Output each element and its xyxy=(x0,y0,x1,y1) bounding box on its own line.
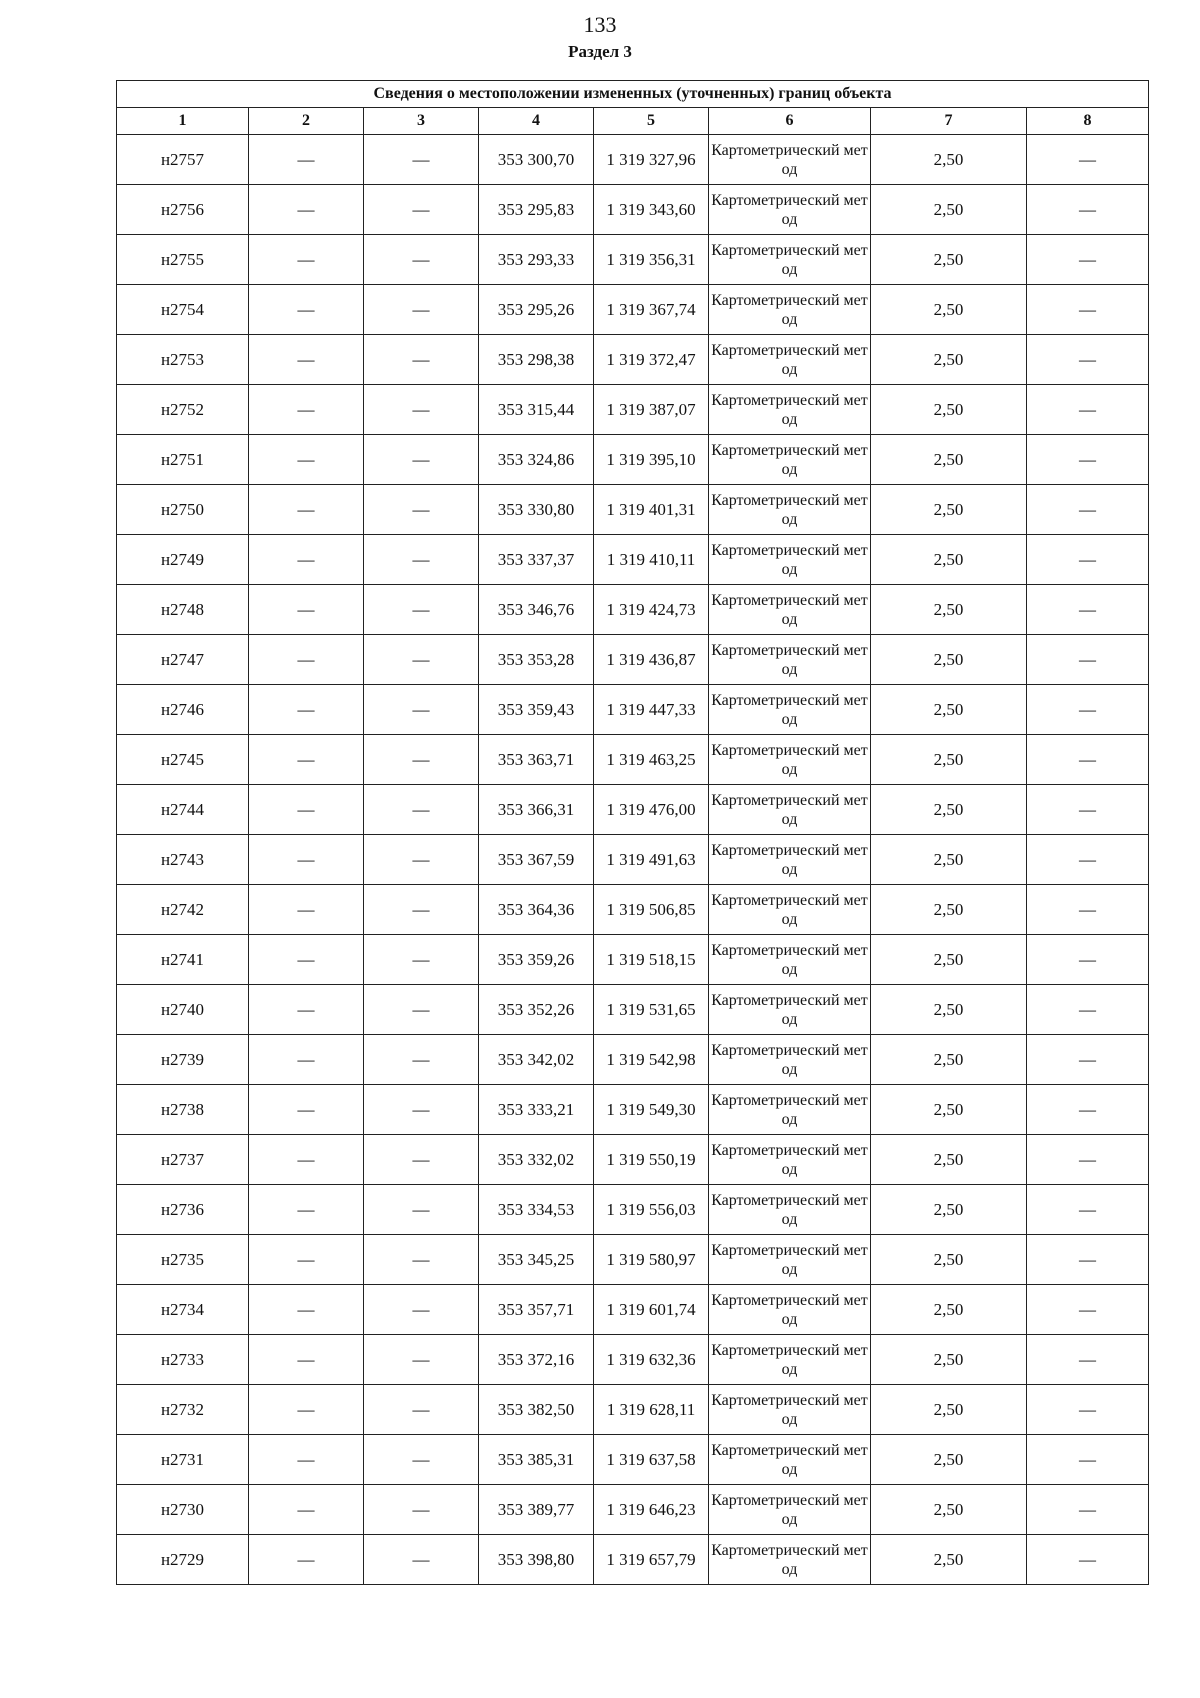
method-cell: Картометрический метод xyxy=(709,185,871,235)
column-2-cell: — xyxy=(249,1335,364,1385)
method-cell: Картометрический метод xyxy=(709,1335,871,1385)
column-2-cell: — xyxy=(249,435,364,485)
y-coordinate-cell: 1 319 518,15 xyxy=(594,935,709,985)
method-cell: Картометрический метод xyxy=(709,1035,871,1085)
column-number: 5 xyxy=(594,108,709,135)
x-coordinate-cell: 353 295,26 xyxy=(479,285,594,335)
x-coordinate-cell: 353 337,37 xyxy=(479,535,594,585)
accuracy-cell: 2,50 xyxy=(871,535,1027,585)
method-cell: Картометрический метод xyxy=(709,935,871,985)
column-8-cell: — xyxy=(1027,1335,1149,1385)
x-coordinate-cell: 353 366,31 xyxy=(479,785,594,835)
accuracy-cell: 2,50 xyxy=(871,735,1027,785)
column-number: 1 xyxy=(117,108,249,135)
point-number-cell: н2743 xyxy=(117,835,249,885)
column-2-cell: — xyxy=(249,335,364,385)
y-coordinate-cell: 1 319 372,47 xyxy=(594,335,709,385)
table-row xyxy=(117,1185,1149,1235)
column-8-cell: — xyxy=(1027,1385,1149,1435)
column-3-cell: — xyxy=(364,835,479,885)
column-2-cell: — xyxy=(249,735,364,785)
accuracy-cell: 2,50 xyxy=(871,985,1027,1035)
y-coordinate-cell: 1 319 531,65 xyxy=(594,985,709,1035)
point-number-cell: н2741 xyxy=(117,935,249,985)
column-3-cell: — xyxy=(364,1435,479,1485)
y-coordinate-cell: 1 319 401,31 xyxy=(594,485,709,535)
table-row xyxy=(117,185,1149,235)
x-coordinate-cell: 353 359,26 xyxy=(479,935,594,985)
point-number-cell: н2742 xyxy=(117,885,249,935)
column-3-cell: — xyxy=(364,1235,479,1285)
y-coordinate-cell: 1 319 447,33 xyxy=(594,685,709,735)
table-row xyxy=(117,1135,1149,1185)
column-number: 8 xyxy=(1027,108,1149,135)
x-coordinate-cell: 353 364,36 xyxy=(479,885,594,935)
y-coordinate-cell: 1 319 628,11 xyxy=(594,1385,709,1435)
column-8-cell: — xyxy=(1027,485,1149,535)
method-cell: Картометрический метод xyxy=(709,535,871,585)
column-3-cell: — xyxy=(364,1385,479,1435)
column-3-cell: — xyxy=(364,1035,479,1085)
x-coordinate-cell: 353 293,33 xyxy=(479,235,594,285)
table-row xyxy=(117,435,1149,485)
column-3-cell: — xyxy=(364,135,479,185)
column-3-cell: — xyxy=(364,785,479,835)
column-3-cell: — xyxy=(364,1135,479,1185)
y-coordinate-cell: 1 319 646,23 xyxy=(594,1485,709,1535)
method-cell: Картометрический метод xyxy=(709,1435,871,1485)
x-coordinate-cell: 353 345,25 xyxy=(479,1235,594,1285)
y-coordinate-cell: 1 319 657,79 xyxy=(594,1535,709,1585)
y-coordinate-cell: 1 319 580,97 xyxy=(594,1235,709,1285)
accuracy-cell: 2,50 xyxy=(871,785,1027,835)
method-cell: Картометрический метод xyxy=(709,235,871,285)
column-3-cell: — xyxy=(364,885,479,935)
accuracy-cell: 2,50 xyxy=(871,1485,1027,1535)
point-number-cell: н2747 xyxy=(117,635,249,685)
column-2-cell: — xyxy=(249,1385,364,1435)
point-number-cell: н2750 xyxy=(117,485,249,535)
point-number-cell: н2731 xyxy=(117,1435,249,1485)
method-cell: Картометрический метод xyxy=(709,1085,871,1135)
column-8-cell: — xyxy=(1027,835,1149,885)
column-2-cell: — xyxy=(249,585,364,635)
column-2-cell: — xyxy=(249,1535,364,1585)
y-coordinate-cell: 1 319 556,03 xyxy=(594,1185,709,1235)
accuracy-cell: 2,50 xyxy=(871,235,1027,285)
column-8-cell: — xyxy=(1027,185,1149,235)
x-coordinate-cell: 353 382,50 xyxy=(479,1385,594,1435)
x-coordinate-cell: 353 330,80 xyxy=(479,485,594,535)
table-row xyxy=(117,1335,1149,1385)
column-2-cell: — xyxy=(249,1485,364,1535)
column-2-cell: — xyxy=(249,985,364,1035)
column-2-cell: — xyxy=(249,1035,364,1085)
accuracy-cell: 2,50 xyxy=(871,1035,1027,1085)
y-coordinate-cell: 1 319 601,74 xyxy=(594,1285,709,1335)
x-coordinate-cell: 353 389,77 xyxy=(479,1485,594,1535)
column-8-cell: — xyxy=(1027,585,1149,635)
method-cell: Картометрический метод xyxy=(709,1535,871,1585)
column-8-cell: — xyxy=(1027,685,1149,735)
table-row xyxy=(117,335,1149,385)
point-number-cell: н2757 xyxy=(117,135,249,185)
method-cell: Картометрический метод xyxy=(709,1135,871,1185)
method-cell: Картометрический метод xyxy=(709,135,871,185)
column-2-cell: — xyxy=(249,1085,364,1135)
column-8-cell: — xyxy=(1027,1085,1149,1135)
column-2-cell: — xyxy=(249,235,364,285)
column-2-cell: — xyxy=(249,135,364,185)
accuracy-cell: 2,50 xyxy=(871,1185,1027,1235)
column-2-cell: — xyxy=(249,1285,364,1335)
accuracy-cell: 2,50 xyxy=(871,835,1027,885)
point-number-cell: н2739 xyxy=(117,1035,249,1085)
x-coordinate-cell: 353 385,31 xyxy=(479,1435,594,1485)
point-number-cell: н2732 xyxy=(117,1385,249,1435)
column-3-cell: — xyxy=(364,685,479,735)
column-8-cell: — xyxy=(1027,135,1149,185)
column-3-cell: — xyxy=(364,185,479,235)
point-number-cell: н2734 xyxy=(117,1285,249,1335)
y-coordinate-cell: 1 319 549,30 xyxy=(594,1085,709,1135)
x-coordinate-cell: 353 300,70 xyxy=(479,135,594,185)
column-8-cell: — xyxy=(1027,385,1149,435)
accuracy-cell: 2,50 xyxy=(871,435,1027,485)
y-coordinate-cell: 1 319 542,98 xyxy=(594,1035,709,1085)
accuracy-cell: 2,50 xyxy=(871,335,1027,385)
column-2-cell: — xyxy=(249,935,364,985)
table-row xyxy=(117,585,1149,635)
column-2-cell: — xyxy=(249,385,364,435)
table-row xyxy=(117,135,1149,185)
method-cell: Картометрический метод xyxy=(709,685,871,735)
page-number: 133 xyxy=(583,12,617,37)
column-3-cell: — xyxy=(364,635,479,685)
y-coordinate-cell: 1 319 463,25 xyxy=(594,735,709,785)
point-number-cell: н2756 xyxy=(117,185,249,235)
x-coordinate-cell: 353 324,86 xyxy=(479,435,594,485)
column-2-cell: — xyxy=(249,885,364,935)
point-number-cell: н2730 xyxy=(117,1485,249,1535)
table-row xyxy=(117,1285,1149,1335)
column-number: 4 xyxy=(479,108,594,135)
column-3-cell: — xyxy=(364,435,479,485)
y-coordinate-cell: 1 319 550,19 xyxy=(594,1135,709,1185)
point-number-cell: н2738 xyxy=(117,1085,249,1135)
column-8-cell: — xyxy=(1027,1435,1149,1485)
method-cell: Картометрический метод xyxy=(709,1385,871,1435)
accuracy-cell: 2,50 xyxy=(871,185,1027,235)
column-8-cell: — xyxy=(1027,1235,1149,1285)
column-3-cell: — xyxy=(364,1485,479,1535)
column-3-cell: — xyxy=(364,235,479,285)
table-row xyxy=(117,535,1149,585)
y-coordinate-cell: 1 319 436,87 xyxy=(594,635,709,685)
column-8-cell: — xyxy=(1027,985,1149,1035)
point-number-cell: н2749 xyxy=(117,535,249,585)
table-row xyxy=(117,1485,1149,1535)
x-coordinate-cell: 353 357,71 xyxy=(479,1285,594,1335)
column-2-cell: — xyxy=(249,1435,364,1485)
point-number-cell: н2748 xyxy=(117,585,249,635)
column-2-cell: — xyxy=(249,1235,364,1285)
x-coordinate-cell: 353 332,02 xyxy=(479,1135,594,1185)
method-cell: Картометрический метод xyxy=(709,985,871,1035)
column-8-cell: — xyxy=(1027,1185,1149,1235)
table-row xyxy=(117,935,1149,985)
table-row xyxy=(117,735,1149,785)
y-coordinate-cell: 1 319 637,58 xyxy=(594,1435,709,1485)
column-number: 7 xyxy=(871,108,1027,135)
table-row xyxy=(117,1085,1149,1135)
accuracy-cell: 2,50 xyxy=(871,1385,1027,1435)
point-number-cell: н2744 xyxy=(117,785,249,835)
column-3-cell: — xyxy=(364,485,479,535)
method-cell: Картометрический метод xyxy=(709,585,871,635)
point-number-cell: н2733 xyxy=(117,1335,249,1385)
accuracy-cell: 2,50 xyxy=(871,1285,1027,1335)
point-number-cell: н2746 xyxy=(117,685,249,735)
column-8-cell: — xyxy=(1027,235,1149,285)
method-cell: Картометрический метод xyxy=(709,435,871,485)
x-coordinate-cell: 353 334,53 xyxy=(479,1185,594,1235)
method-cell: Картометрический метод xyxy=(709,785,871,835)
table-row xyxy=(117,785,1149,835)
column-2-cell: — xyxy=(249,535,364,585)
column-3-cell: — xyxy=(364,735,479,785)
method-cell: Картометрический метод xyxy=(709,285,871,335)
column-8-cell: — xyxy=(1027,1485,1149,1535)
method-cell: Картометрический метод xyxy=(709,1185,871,1235)
method-cell: Картометрический метод xyxy=(709,885,871,935)
point-number-cell: н2751 xyxy=(117,435,249,485)
column-number: 2 xyxy=(249,108,364,135)
column-2-cell: — xyxy=(249,835,364,885)
table-row xyxy=(117,1535,1149,1585)
column-8-cell: — xyxy=(1027,1135,1149,1185)
column-8-cell: — xyxy=(1027,785,1149,835)
table-row xyxy=(117,985,1149,1035)
table-row xyxy=(117,285,1149,335)
accuracy-cell: 2,50 xyxy=(871,485,1027,535)
method-cell: Картометрический метод xyxy=(709,1485,871,1535)
column-8-cell: — xyxy=(1027,735,1149,785)
column-3-cell: — xyxy=(364,1335,479,1385)
accuracy-cell: 2,50 xyxy=(871,1235,1027,1285)
x-coordinate-cell: 353 315,44 xyxy=(479,385,594,435)
point-number-cell: н2755 xyxy=(117,235,249,285)
y-coordinate-cell: 1 319 327,96 xyxy=(594,135,709,185)
column-number-row xyxy=(117,108,1149,135)
column-8-cell: — xyxy=(1027,435,1149,485)
point-number-cell: н2754 xyxy=(117,285,249,335)
x-coordinate-cell: 353 359,43 xyxy=(479,685,594,735)
method-cell: Картометрический метод xyxy=(709,335,871,385)
column-3-cell: — xyxy=(364,985,479,1035)
y-coordinate-cell: 1 319 424,73 xyxy=(594,585,709,635)
point-number-cell: н2752 xyxy=(117,385,249,435)
column-3-cell: — xyxy=(364,285,479,335)
accuracy-cell: 2,50 xyxy=(871,1335,1027,1385)
column-number: 3 xyxy=(364,108,479,135)
table-row xyxy=(117,385,1149,435)
column-2-cell: — xyxy=(249,185,364,235)
column-8-cell: — xyxy=(1027,635,1149,685)
accuracy-cell: 2,50 xyxy=(871,285,1027,335)
column-8-cell: — xyxy=(1027,885,1149,935)
column-number: 6 xyxy=(709,108,871,135)
column-2-cell: — xyxy=(249,685,364,735)
accuracy-cell: 2,50 xyxy=(871,635,1027,685)
point-number-cell: н2735 xyxy=(117,1235,249,1285)
column-3-cell: — xyxy=(364,1085,479,1135)
accuracy-cell: 2,50 xyxy=(871,585,1027,635)
column-8-cell: — xyxy=(1027,935,1149,985)
column-8-cell: — xyxy=(1027,1035,1149,1085)
table-caption-row xyxy=(117,81,1149,108)
accuracy-cell: 2,50 xyxy=(871,1085,1027,1135)
column-3-cell: — xyxy=(364,335,479,385)
column-2-cell: — xyxy=(249,285,364,335)
y-coordinate-cell: 1 319 395,10 xyxy=(594,435,709,485)
accuracy-cell: 2,50 xyxy=(871,1135,1027,1185)
accuracy-cell: 2,50 xyxy=(871,685,1027,735)
table-row xyxy=(117,485,1149,535)
table-body xyxy=(117,135,1149,1585)
accuracy-cell: 2,50 xyxy=(871,935,1027,985)
method-cell: Картометрический метод xyxy=(709,735,871,785)
table-row xyxy=(117,635,1149,685)
table-caption: Сведения о местоположении измененных (уточненных) границ объекта xyxy=(117,81,1149,108)
method-cell: Картометрический метод xyxy=(709,485,871,535)
table-row xyxy=(117,1035,1149,1085)
point-number-cell: н2745 xyxy=(117,735,249,785)
y-coordinate-cell: 1 319 476,00 xyxy=(594,785,709,835)
column-3-cell: — xyxy=(364,1535,479,1585)
table-row xyxy=(117,1435,1149,1485)
column-3-cell: — xyxy=(364,1185,479,1235)
column-3-cell: — xyxy=(364,535,479,585)
x-coordinate-cell: 353 295,83 xyxy=(479,185,594,235)
y-coordinate-cell: 1 319 356,31 xyxy=(594,235,709,285)
method-cell: Картометрический метод xyxy=(709,835,871,885)
column-8-cell: — xyxy=(1027,535,1149,585)
column-3-cell: — xyxy=(364,935,479,985)
accuracy-cell: 2,50 xyxy=(871,885,1027,935)
y-coordinate-cell: 1 319 387,07 xyxy=(594,385,709,435)
column-8-cell: — xyxy=(1027,285,1149,335)
point-number-cell: н2740 xyxy=(117,985,249,1035)
column-2-cell: — xyxy=(249,1185,364,1235)
column-2-cell: — xyxy=(249,485,364,535)
method-cell: Картометрический метод xyxy=(709,1285,871,1335)
table-row xyxy=(117,835,1149,885)
section-title: Раздел 3 xyxy=(568,42,632,61)
x-coordinate-cell: 353 333,21 xyxy=(479,1085,594,1135)
point-number-cell: н2753 xyxy=(117,335,249,385)
table-row xyxy=(117,885,1149,935)
method-cell: Картометрический метод xyxy=(709,635,871,685)
x-coordinate-cell: 353 363,71 xyxy=(479,735,594,785)
y-coordinate-cell: 1 319 343,60 xyxy=(594,185,709,235)
method-cell: Картометрический метод xyxy=(709,385,871,435)
column-8-cell: — xyxy=(1027,335,1149,385)
x-coordinate-cell: 353 342,02 xyxy=(479,1035,594,1085)
boundary-coordinates-table xyxy=(116,80,1149,1585)
column-2-cell: — xyxy=(249,1135,364,1185)
column-8-cell: — xyxy=(1027,1285,1149,1335)
table-row xyxy=(117,685,1149,735)
table-row xyxy=(117,1385,1149,1435)
point-number-cell: н2729 xyxy=(117,1535,249,1585)
accuracy-cell: 2,50 xyxy=(871,135,1027,185)
y-coordinate-cell: 1 319 632,36 xyxy=(594,1335,709,1385)
x-coordinate-cell: 353 398,80 xyxy=(479,1535,594,1585)
x-coordinate-cell: 353 298,38 xyxy=(479,335,594,385)
method-cell: Картометрический метод xyxy=(709,1235,871,1285)
accuracy-cell: 2,50 xyxy=(871,385,1027,435)
column-3-cell: — xyxy=(364,385,479,435)
y-coordinate-cell: 1 319 491,63 xyxy=(594,835,709,885)
table-row xyxy=(117,235,1149,285)
x-coordinate-cell: 353 353,28 xyxy=(479,635,594,685)
column-2-cell: — xyxy=(249,785,364,835)
accuracy-cell: 2,50 xyxy=(871,1535,1027,1585)
column-8-cell: — xyxy=(1027,1535,1149,1585)
accuracy-cell: 2,50 xyxy=(871,1435,1027,1485)
x-coordinate-cell: 353 346,76 xyxy=(479,585,594,635)
x-coordinate-cell: 353 372,16 xyxy=(479,1335,594,1385)
x-coordinate-cell: 353 367,59 xyxy=(479,835,594,885)
column-3-cell: — xyxy=(364,1285,479,1335)
y-coordinate-cell: 1 319 367,74 xyxy=(594,285,709,335)
column-2-cell: — xyxy=(249,635,364,685)
y-coordinate-cell: 1 319 410,11 xyxy=(594,535,709,585)
point-number-cell: н2737 xyxy=(117,1135,249,1185)
x-coordinate-cell: 353 352,26 xyxy=(479,985,594,1035)
y-coordinate-cell: 1 319 506,85 xyxy=(594,885,709,935)
table-row xyxy=(117,1235,1149,1285)
column-3-cell: — xyxy=(364,585,479,635)
point-number-cell: н2736 xyxy=(117,1185,249,1235)
